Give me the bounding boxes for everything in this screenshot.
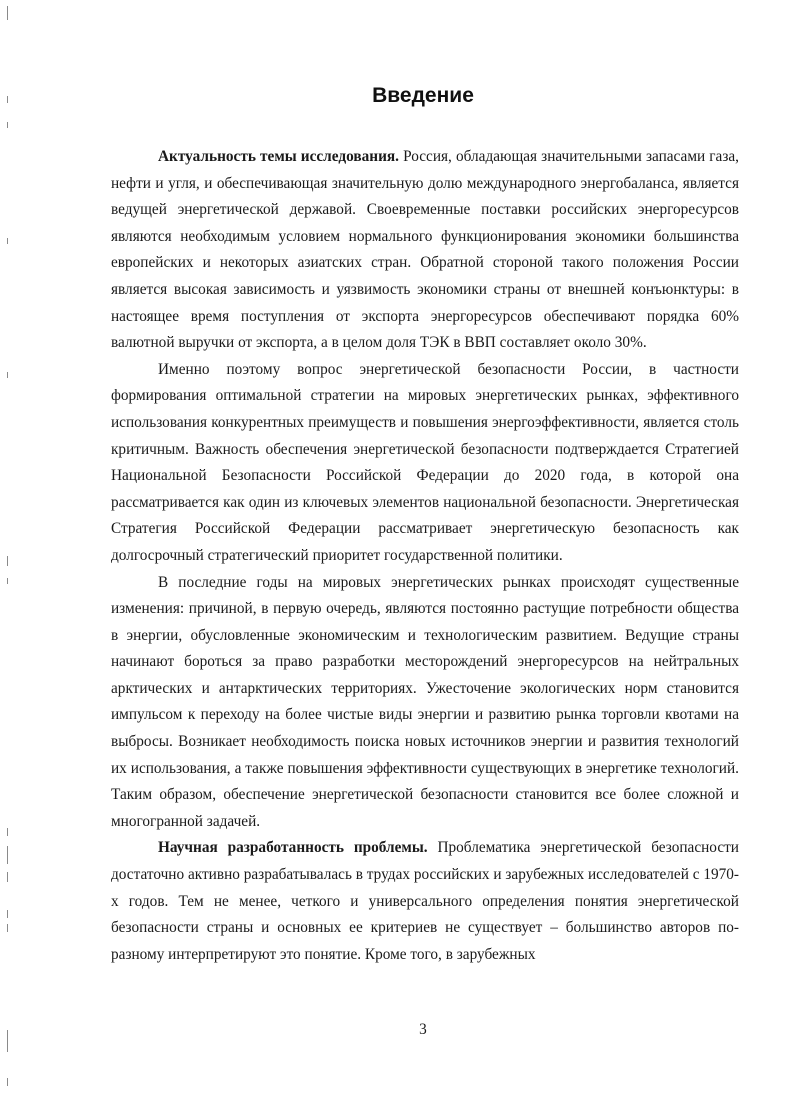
paragraph-energy-security [111, 357, 739, 570]
scan-margin-mark [7, 122, 8, 128]
page-number: 3 [419, 1021, 427, 1038]
paragraph-market-changes [111, 570, 739, 836]
scan-margin-mark [7, 828, 8, 836]
scan-margin-mark [7, 372, 8, 378]
paragraph-text: Россия, обладающая значительными запасами газа, нефти и угля, и обеспечивающая значительную долю международного энергобаланса, является ведущей энергетической державой. Своевременные поставки российских энергоресурсов являются необходимым условием нормального функционирования экономики большинства европейских и некоторых азиатских стран. Обратной стороной такого положения России является высокая зависимость и уязвимость экономики страны от внешней конъюнктуры: в настоящее время поступления от экспорта энергоресурсов обеспечивают порядка 60% валютной выручки от экспорта, а в целом доля ТЭК в ВВП составляет около 30%. [111, 148, 739, 352]
scan-margin-mark [7, 872, 8, 882]
scan-margin-mark [7, 910, 8, 918]
body-text [111, 144, 739, 968]
scan-margin-mark [7, 238, 8, 244]
scan-margin-mark [7, 1078, 8, 1086]
paragraph-heading: Научная разработанность проблемы. [158, 839, 428, 857]
page-title: Введение [372, 84, 474, 107]
scan-margin-mark [7, 578, 8, 584]
paragraph-scientific-development [111, 835, 739, 968]
scan-margin-mark [7, 556, 8, 566]
paragraph-text: В последние годы на мировых энергетических рынках происходят существенные изменения: причиной, в первую очередь, являются постоянно растущие потребности общества в энергии, обусловленные экономическим и технологическим развитием. Ведущие страны начинают бороться за право разработки месторождений энергоресурсов на нейтральных арктических и антарктических территориях. Ужесточение экологических норм становится импульсом к переходу на более чистые виды энергии и развитию рынка торговли квотами на выбросы. Возникает необходимость поиска новых источников энергии и развития технологий их использования, а также повышения эффективности существующих в энергетике технологий. Таким образом, обеспечение энергетической безопасности становится все более сложной и многогранной задачей. [111, 573, 739, 830]
scan-margin-mark [7, 846, 8, 864]
paragraph-text: Проблематика энергетической безопасности достаточно активно разрабатывалась в трудах российских и зарубежных исследователей с 1970-х годов. Тем не менее, четкого и универсального определения понятия энергетической безопасности страны и основных ее критериев не существует – большинство авторов по-разному интерпретируют это понятие. Кроме того, в зарубежных [111, 839, 740, 963]
paragraph-heading: Актуальность темы исследования. [158, 148, 399, 165]
scan-margin-mark [7, 924, 8, 932]
paragraph-text: Именно поэтому вопрос энергетической безопасности России, в частности формирования оптимальной стратегии на мировых энергетических рынках, эффективного использования конкурентных преимуществ и повышения энергоэффективности, является столь критичным. Важность обеспечения энергетической безопасности подтверждается Стратегией Национальной Безопасности Российской Федерации до 2020 года, в которой она рассматривается как один из ключевых элементов национальной безопасности. Энергетическая Стратегия Российской Федерации рассматривает энергетическую безопасность как долгосрочный стратегический приоритет государственной политики. [111, 360, 739, 564]
scan-margin-mark [7, 6, 8, 20]
paragraph-relevance [111, 144, 739, 357]
